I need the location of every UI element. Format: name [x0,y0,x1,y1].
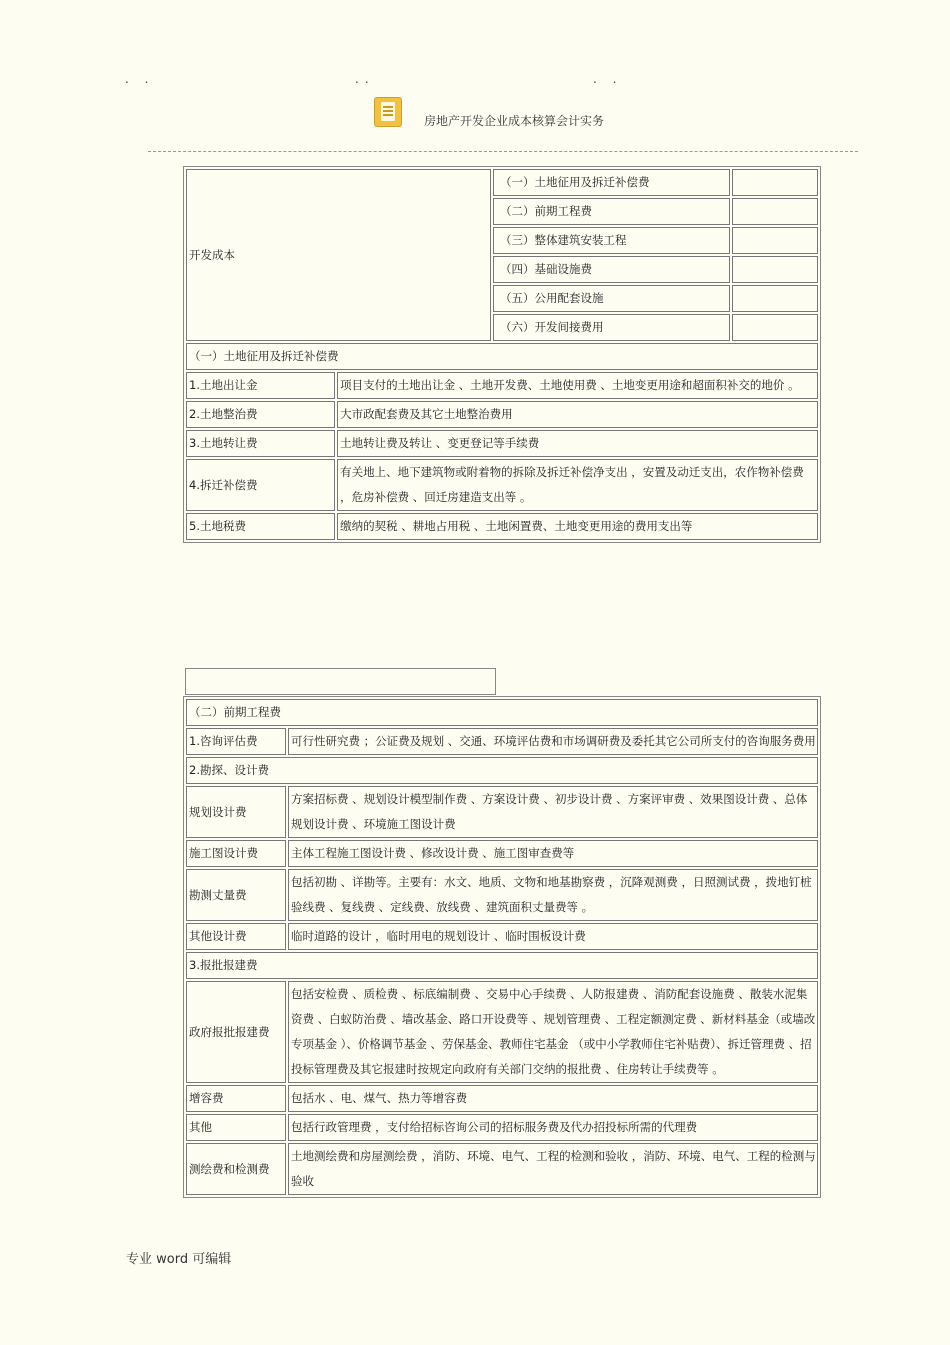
dev-cost-label: 开发成本 [186,169,491,341]
dev-cost-item: （二）前期工程费 [493,198,730,225]
dev-cost-item: （五）公用配套设施 [493,285,730,312]
row-label: 其他设计费 [186,923,286,950]
dev-cost-value [732,227,818,254]
row-label: 政府报批报建费 [186,981,286,1083]
dev-cost-item: （一）土地征用及拆迁补偿费 [493,169,730,196]
document-icon [374,97,402,127]
dev-cost-item: （三）整体建筑安装工程 [493,227,730,254]
row-desc: 方案招标费 、规划设计模型制作费 、方案设计费 、初步设计费 、方案评审费 、效果图设计费 、总体规划设计费 、环境施工图设计费 [288,786,818,838]
dev-cost-value [732,256,818,283]
row-label: 5.土地税费 [186,513,335,540]
dev-cost-value [732,314,818,341]
row-desc: 包括行政管理费 ，支付给招标咨询公司的招标服务费及代办招投标所需的代理费 [288,1114,818,1141]
header-dots-left: . . [125,72,155,86]
row-desc: 包括初勘 、详勘等。主要有：水文、地质、文物和地基勘察费 ，沉降观测费 ，日照测试费 ，拨地钉桩验线费 、复线费 、定线费、放线费 、建筑面积丈量费等 。 [288,869,818,921]
row-desc: 可行性研究费 ；公证费及规划 、交通、环境评估费和市场调研费及委托其它公司所支付的咨询服务费用 [288,728,818,755]
row-desc: 包括安检费 、质检费 、标底编制费 、交易中心手续费 、人防报建费 、消防配套设施费 、散装水泥集资费 、白蚁防治费 、墙改基金、路口开设费等 、规划管理费 、工程定额测定费 、新材料基金（或墙改专项基金 ）、价格调节基金 、劳保基金、教师住宅基金 （或中小学教师住宅补贴费）、拆迁管理费 、招投标管理费及其它报建时按规定向政府有关部门交纳的报批费 、住房转让手续费等 。 [288,981,818,1083]
row-label: 1.土地出让金 [186,372,335,399]
page-title: 房地产开发企业成本核算会计实务 [424,114,605,128]
row-desc: 有关地上、地下建筑物或附着物的拆除及拆迁补偿净支出 ，安置及动迁支出，农作物补偿费 ，危房补偿费 、回迁房建造支出等 。 [337,459,818,511]
row-label: 2.土地整治费 [186,401,335,428]
dev-cost-value [732,198,818,225]
header-dots-mid: .. [355,72,375,86]
header-divider [148,151,858,152]
row-label: 1.咨询评估费 [186,728,286,755]
dev-cost-item: （六）开发间接费用 [493,314,730,341]
dev-cost-value [732,169,818,196]
dev-cost-value [732,285,818,312]
header-dots-right: . . [593,72,623,86]
row-desc: 主体工程施工图设计费 、修改设计费 、施工图审查费等 [288,840,818,867]
section-title: （一）土地征用及拆迁补偿费 [186,343,818,370]
row-label: 施工图设计费 [186,840,286,867]
row-desc: 项目支付的土地出让金 、土地开发费、土地使用费 、土地变更用途和超面积补交的地价 。 [337,372,818,399]
dev-cost-item: （四）基础设施费 [493,256,730,283]
row-label: 4.拆迁补偿费 [186,459,335,511]
subsection-title: 3.报批报建费 [186,952,818,979]
section-title: （二）前期工程费 [186,699,818,726]
blank-row [185,668,496,695]
row-desc: 包括水 、电、煤气、热力等增容费 [288,1085,818,1112]
row-label: 勘测丈量费 [186,869,286,921]
row-desc: 缴纳的契税 、耕地占用税 、土地闲置费、土地变更用途的费用支出等 [337,513,818,540]
footer-note: 专业 word 可编辑 [126,1252,232,1267]
subsection-title: 2.勘探、设计费 [186,757,818,784]
row-desc: 土地测绘费和房屋测绘费 ，消防、环境、电气、工程的检测和验收 ，消防、环境、电气、工程的检测与验收 [288,1143,818,1195]
row-label: 3.土地转让费 [186,430,335,457]
row-desc: 临时道路的设计 ，临时用电的规划设计 、临时围板设计费 [288,923,818,950]
row-label: 规划设计费 [186,786,286,838]
row-desc: 大市政配套费及其它土地整治费用 [337,401,818,428]
row-label: 测绘费和检测费 [186,1143,286,1195]
row-label: 增容费 [186,1085,286,1112]
row-label: 其他 [186,1114,286,1141]
land-cost-table [183,166,821,543]
preliminary-cost-table [183,696,821,1198]
row-desc: 土地转让费及转让 、变更登记等手续费 [337,430,818,457]
